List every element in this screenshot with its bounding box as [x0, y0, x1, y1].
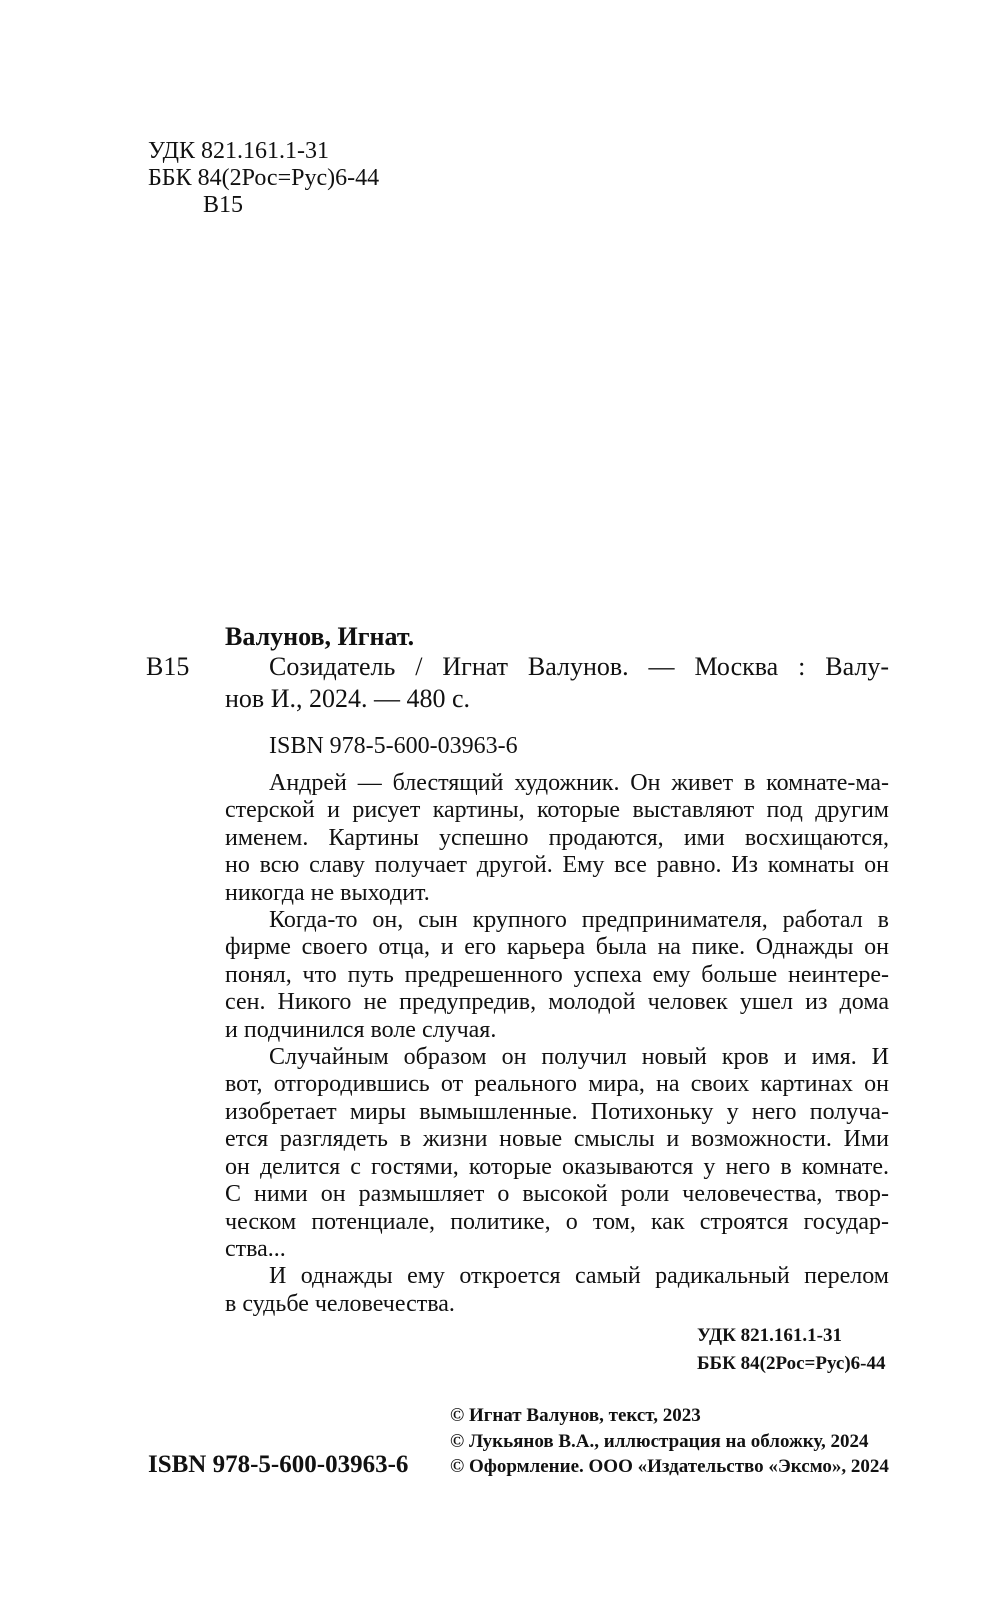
top-classification-codes — [148, 138, 379, 219]
copyright-design: © Оформление. ООО «Издательство «Эксмо», 2024 — [450, 1456, 889, 1477]
annotation-line: изобретает миры вымышленные. Потихоньку у него получа- — [225, 1098, 889, 1125]
annotation-line: и подчинился воле случая. — [225, 1016, 497, 1043]
author-cutter-code: В15 — [203, 192, 244, 218]
udk-code: УДК 821.161.1-31 — [148, 138, 329, 164]
annotation-line: никогда не выходит. — [225, 879, 430, 906]
annotation-line: стерской и рисует картины, которые выставляют под другим — [225, 797, 889, 824]
copyright-illustration: © Лукьянов В.А., иллюстрация на обложку, 2024 — [450, 1430, 869, 1452]
udk-code: УДК 821.161.1-31 — [697, 1325, 842, 1346]
entry-isbn: ISBN 978-5-600-03963-6 — [269, 733, 518, 759]
annotation-line: С ними он размышляет о высокой роли человечества, твор- — [225, 1181, 889, 1208]
annotation-line: ства... — [225, 1235, 286, 1262]
annotation — [225, 770, 889, 1318]
bottom-classification-codes — [697, 1322, 885, 1378]
copyright-text: © Игнат Валунов, текст, 2023 — [450, 1405, 701, 1426]
copyright-block — [450, 1403, 889, 1480]
annotation-line: сен. Никого не предупредив, молодой человек ушел из дома — [225, 989, 889, 1016]
biblio-line: нов И., 2024. — 480 с. — [225, 684, 471, 713]
annotation-line: Случайным образом он получил новый кров и имя. И — [269, 1044, 889, 1071]
entry-author: Валунов, Игнат. — [225, 622, 415, 651]
annotation-line: он делится с гостями, которые оказываются у него в комнате. — [225, 1153, 889, 1180]
annotation-line: ется разглядеть в жизни новые смыслы и возможности. Ими — [225, 1126, 889, 1153]
annotation-line: в судьбе человечества. — [225, 1290, 455, 1317]
annotation-line: фирме своего отца, и его карьера была на пике. Однажды он — [225, 934, 889, 961]
annotation-line: но всю славу получает другой. Ему все равно. Из комнаты он — [225, 852, 889, 879]
annotation-line: Андрей — блестящий художник. Он живет в комнате-ма- — [269, 770, 889, 796]
bibliographic-description — [225, 651, 889, 715]
annotation-line: Когда-то он, сын крупного предпринимателя, работал в — [269, 907, 889, 934]
annotation-line: понял, что путь предрешенного успеха ему больше неинтере- — [225, 961, 889, 988]
annotation-line: ческом потенциале, политике, о том, как строятся государ- — [225, 1208, 889, 1235]
entry-cutter-code: В15 — [146, 652, 190, 681]
annotation-line: именем. Картины успешно продаются, ими восхищаются, — [225, 824, 889, 851]
annotation-line: вот, отгородившись от реального мира, на своих картинах он — [225, 1071, 889, 1098]
isbn-bottom: ISBN 978-5-600-03963-6 — [148, 1451, 409, 1478]
bbk-code: ББК 84(2Рос=Рус)6-44 — [148, 165, 380, 191]
biblio-line: Созидатель / Игнат Валунов. — Москва : Валу- — [269, 652, 889, 681]
bbk-code: ББК 84(2Рос=Рус)6-44 — [697, 1353, 886, 1374]
annotation-line: И однажды ему откроется самый радикальный перелом — [269, 1263, 889, 1290]
